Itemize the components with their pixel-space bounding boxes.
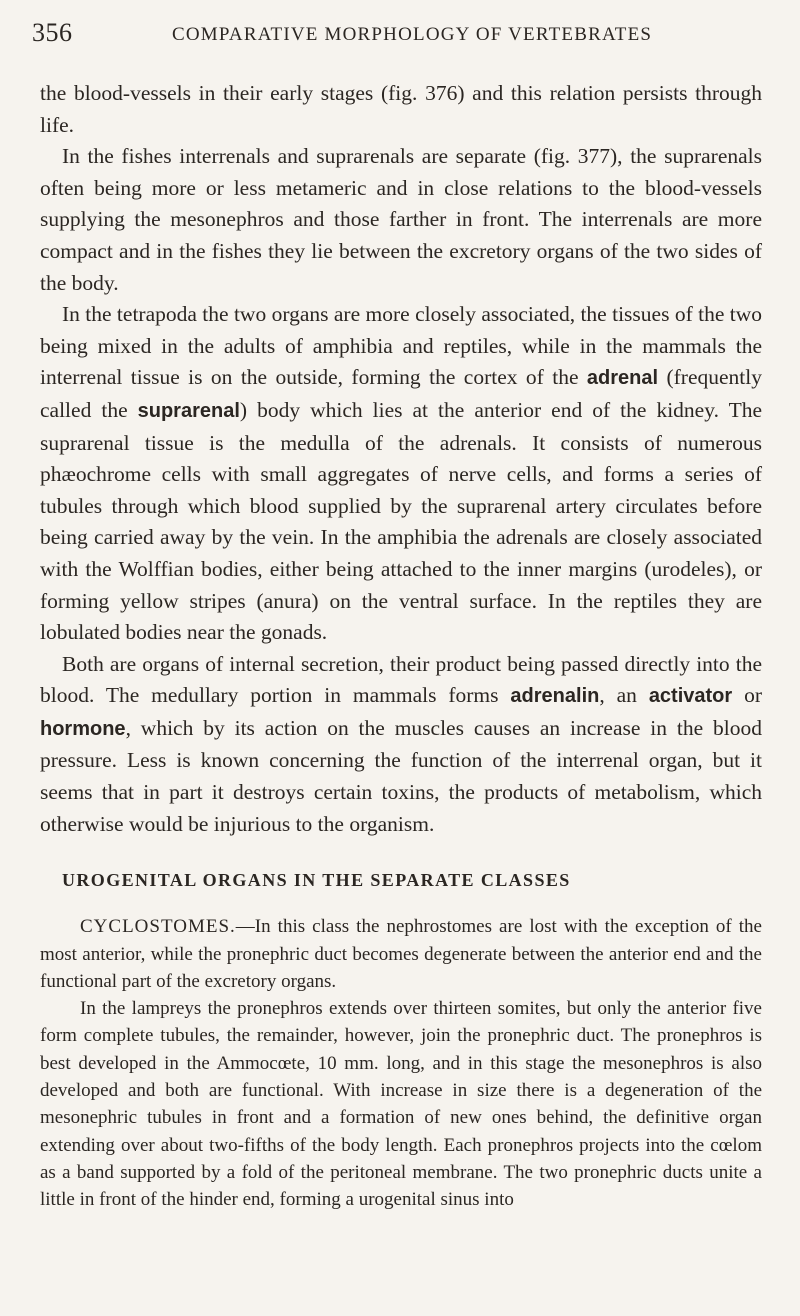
paragraph-text: the blood-vessels in their early stages (fig. 376) and this relation persists through life.	[40, 81, 762, 137]
running-title: COMPARATIVE MORPHOLOGY OF VERTEBRATES	[172, 24, 653, 45]
paragraph-text: In the tetrapoda the two organs are more closely associated, the tissues of the two being mixed in the adults of amphibia and reptiles, while in the mammals the interrenal tissue is on the outside, forming the cortex of the	[40, 302, 762, 390]
term-hormone: hormone	[40, 717, 126, 740]
class-lead: CYCLOSTOMES.	[80, 916, 236, 938]
paragraph-text: Both are organs of internal secretion, their product being passed directly into the blood. The medullary portion in mammals forms	[40, 651, 762, 708]
paragraph-text: —In this class the nephrostomes are lost with the exception of the most anterior, while the pronephric duct becomes degenerate between the anterior end and the functional part of the excretory organs.	[40, 916, 762, 992]
paragraph-text: In the lampreys the pronephros extends over thirteen somites, but only the anterior five form complete tubules, the remainder, however, join the pronephric duct. The pronephros is best developed in the Ammocœte, 10 mm. long, and in this stage the mesonephros is also developed and both are functional. With increase in size there is a degeneration of the mesonephric tubules in front and a formation of new ones behind, the definitive organ extending over about two-fifths of the body length. Each pronephros projects into the cœlom as a band supported by a fold of the peritoneal membrane. The two pronephric ducts unite a little in front of the hinder end, forming a urogenital sinus into	[40, 998, 762, 1211]
term-adrenalin: adrenalin	[510, 685, 600, 708]
term-activator: activator	[648, 685, 733, 708]
paragraph-2	[40, 141, 762, 299]
paragraph-3	[40, 299, 762, 649]
term-adrenal: adrenal	[586, 367, 659, 390]
page-header	[32, 18, 772, 58]
small-paragraph-1	[40, 913, 762, 995]
small-paragraph-2	[40, 995, 762, 1213]
paragraph-1	[40, 78, 762, 141]
paragraph-text: ) body which lies at the anterior end of the kidney. The suprarenal tissue is the medulla of the adrenals. It consists of numerous phæochrome cells with small aggregates of nerve cells, and forms a series of tubules through which blood supplied by the suprarenal artery circulates before being carried away by the vein. In the amphibia the adrenals are closely associated with the Wolffian bodies, either being attached to the inner margins (urodeles), or forming yellow stripes (anura) on the ventral surface. In the reptiles they are lobulated bodies near the gonads.	[40, 397, 762, 645]
paragraph-4	[40, 649, 762, 841]
term-suprarenal: suprarenal	[137, 399, 240, 422]
text-block	[40, 78, 762, 1214]
paragraph-text: , an	[599, 683, 649, 708]
section-heading: UROGENITAL ORGANS IN THE SEPARATE CLASSES	[62, 870, 571, 891]
paragraph-text: , which by its action on the muscles causes an increase in the blood pressure. Less is known concerning the function of the interrenal organ, but it seems that in part it destroys certain toxins, the products of metabolism, which otherwise would be injurious to the organism.	[40, 715, 762, 836]
paragraph-text: In the fishes interrenals and suprarenals are separate (fig. 377), the suprarenals often being more or less metameric and in close relations to the blood-vessels supplying the mesonephros and those farther in front. The interrenals are more compact and in the fishes they lie between the excretory organs of the two sides of the body.	[40, 144, 762, 295]
page-number: 356	[32, 18, 73, 47]
paragraph-text: (frequently called the	[40, 365, 763, 422]
paragraph-text: or	[732, 683, 762, 708]
